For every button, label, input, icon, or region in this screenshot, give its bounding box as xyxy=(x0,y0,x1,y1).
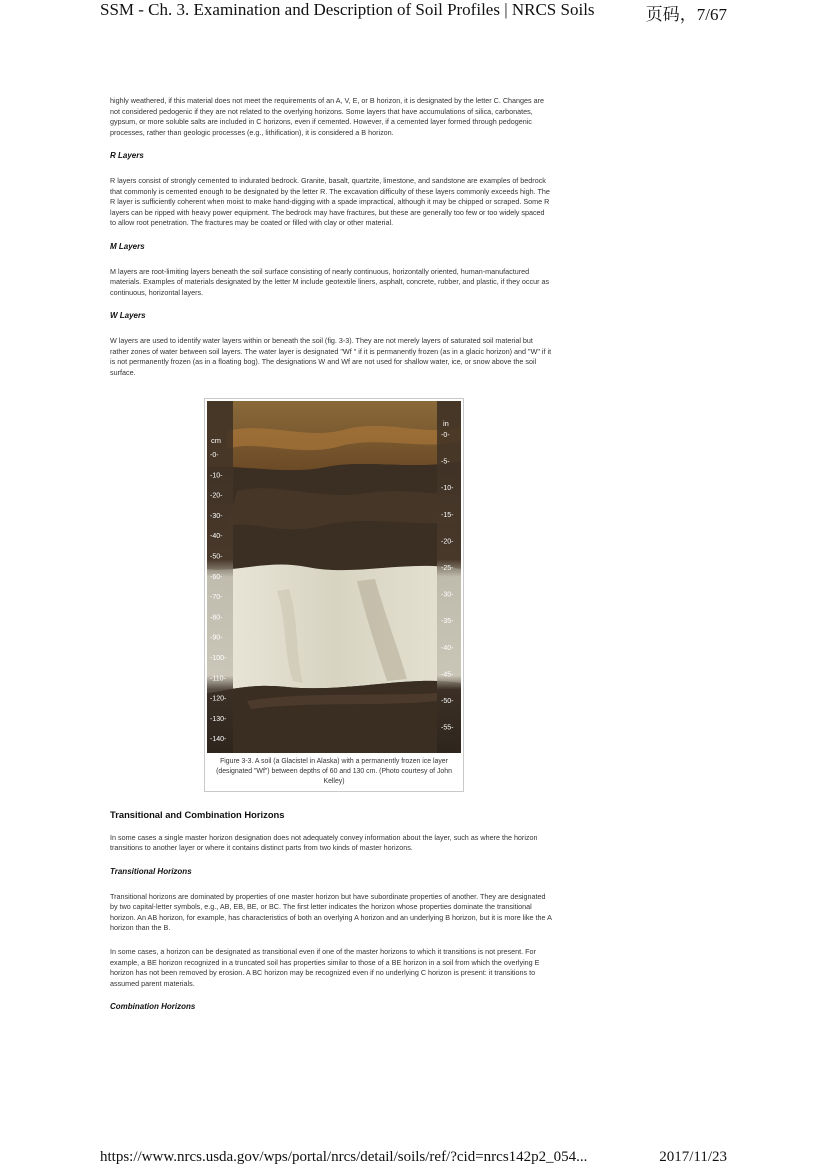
transitional-combination-paragraph: In some cases a single master horizon designation does not adequately convey information about the layer, such as where the horizon transitions to another layer or where it contains distinct parts from two kinds of master horizons. xyxy=(110,832,538,853)
transitional-combination-heading: Transitional and Combination Horizons xyxy=(110,809,285,821)
intro-paragraph: highly weathered, if this material does not meet the requirements of an A, V, E, or B horizon, it is designated by the letter C. Changes are not considered pedogenic if they are not related to the overlying horizons. Some layers that have accumulations of silica, carbonates, gypsum, or more soluble salts are included in C horizons, even if cemented. However, if a cemented layer formed through pedogenic processes, rather than geologic processes (e.g., lithification), it is considered a B horizon. xyxy=(110,96,545,137)
ruler-in-label: -35- xyxy=(441,618,454,626)
ruler-in-label: -25- xyxy=(441,565,454,573)
ruler-in-label: -40- xyxy=(441,645,454,653)
ruler-in-label: -50- xyxy=(441,698,454,706)
figure-caption: Figure 3-3. A soil (a Glacistel in Alaska) with a permanently frozen ice layer (designated "Wf") between depths of 60 and 130 cm. (Photo courtesy of John Kelley) xyxy=(216,758,452,786)
transitional-horizons-heading: Transitional Horizons xyxy=(110,867,192,877)
ruler-cm-label: -130- xyxy=(210,716,227,724)
ruler-cm-label: -40- xyxy=(210,533,223,541)
ruler-cm-label: -20- xyxy=(210,492,223,500)
ruler-cm-label: -0- xyxy=(210,452,219,460)
ruler-in-unit: in xyxy=(443,419,449,429)
page-footer-date: 2017/11/23 xyxy=(659,1149,727,1165)
transitional-paragraph-2: In some cases, a horizon can be designated as transitional even if one of the master horizons to which it transitions is not present. For example, a BE horizon recognized in a truncated soil has properties similar to those of a BE horizon in a soil from which the overlying E horizon has not been removed by erosion. A BC horizon may be recognized even if no underlying C horizon is present: it transitions to assumed parent materials. xyxy=(110,947,540,988)
m-layers-paragraph: M layers are root-limiting layers beneath the soil surface consisting of nearly continuous, horizontally oriented, human-manufactured materials. Examples of materials designated by the letter M include geotextile liners, asphalt, concrete, rubber, and plastic, if they occur as continuous, horizontal layers. xyxy=(110,266,550,297)
ruler-cm-label: -140- xyxy=(210,736,227,744)
w-layers-paragraph: W layers are used to identify water layers within or beneath the soil (fig. 3-3). They are not merely layers of saturated soil material but rather zones of water between soil layers. The water layer is designated "Wf " if it is permanently frozen (as in a glacic horizon) and "W" if it is not permanently frozen (as in a floating bog). The designations W and Wf are not used for shallow water, ice, or snow above the soil surface. xyxy=(110,335,552,377)
ruler-cm-label: -50- xyxy=(210,553,223,561)
page-header-page-number: 页码，7/67 xyxy=(645,5,727,24)
ruler-cm-label: -100- xyxy=(210,655,227,663)
soil-profile-figure xyxy=(204,398,464,792)
r-layers-heading: R Layers xyxy=(110,151,144,161)
page-footer-url: https://www.nrcs.usda.gov/wps/portal/nrcs/detail/soils/ref/?cid=nrcs142p2_054... xyxy=(100,1149,588,1165)
ruler-in-label: -15- xyxy=(441,512,454,520)
ruler-cm-label: -110- xyxy=(210,675,226,683)
transitional-paragraph-1: Transitional horizons are dominated by properties of one master horizon but have subordinate properties of another. They are designated by two capital-letter symbols, e.g., AB, EB, BE, or BC. The first letter indicates the horizon whose properties dominate the transitional horizon. An AB horizon, for example, has characteristics of both an overlying A horizon and an underlying B horizon, but it is more like the A horizon than the B. xyxy=(110,891,552,933)
ruler-cm-unit: cm xyxy=(211,436,221,446)
document-body xyxy=(110,96,552,1027)
ruler-cm-label: -90- xyxy=(210,634,223,642)
w-layers-heading: W Layers xyxy=(110,311,146,321)
ruler-cm-label: -70- xyxy=(210,594,223,602)
ruler-cm-label: -120- xyxy=(210,695,227,703)
ruler-in-label: -10- xyxy=(441,485,454,493)
soil-profile-image xyxy=(207,401,461,753)
ruler-cm-label: -80- xyxy=(210,614,223,622)
combination-horizons-heading: Combination Horizons xyxy=(110,1002,196,1012)
ruler-in-label: -0- xyxy=(441,432,450,440)
ruler-in-label: -5- xyxy=(441,458,450,466)
page-header-title: SSM - Ch. 3. Examination and Description of Soil Profiles | NRCS Soils xyxy=(100,0,595,19)
m-layers-heading: M Layers xyxy=(110,241,145,251)
ruler-in-label: -45- xyxy=(441,671,454,679)
ruler-in-label: -30- xyxy=(441,591,454,599)
ruler-cm-label: -30- xyxy=(210,513,223,521)
ruler-in-label: -55- xyxy=(441,724,454,732)
r-layers-paragraph: R layers consist of strongly cemented to indurated bedrock. Granite, basalt, quartzite, limestone, and sandstone are examples of bedrock that commonly is cemented enough to be designated by the letter R. The excavation difficulty of these layers commonly exceeds high. The R layer is sufficiently coherent when moist to make hand-digging with a spade impractical, although it may be chipped or scraped. Some R layers can be ripped with heavy power equipment. The bedrock may have fractures, but these are generally too few or too widely spaced to allow root penetration. The fractures may be coated or filled with clay or other material. xyxy=(110,175,550,228)
ruler-cm-label: -60- xyxy=(210,574,223,582)
soil-profile-photo xyxy=(207,401,461,753)
ruler-cm-label: -10- xyxy=(210,472,223,480)
ruler-in-label: -20- xyxy=(441,538,454,546)
